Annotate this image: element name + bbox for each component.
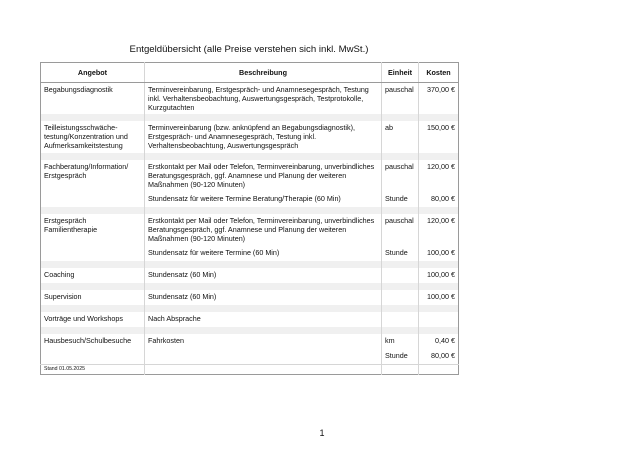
cell-unit: pauschal	[382, 160, 419, 192]
header-offer: Angebot	[41, 63, 145, 83]
cell-description: Stundensatz für weitere Termine (60 Min)	[145, 246, 382, 261]
cell-unit: pauschal	[382, 83, 419, 115]
page-number: 1	[319, 428, 325, 438]
table-row	[41, 290, 459, 305]
cell-offer: Vorträge und Workshops	[41, 312, 145, 327]
cell-description: Nach Absprache	[145, 312, 382, 327]
cell-cost: 100,00 €	[427, 248, 455, 257]
cell-cost: 80,00 €	[431, 194, 455, 203]
cell-description: Fahrkosten	[145, 334, 382, 349]
table-row	[41, 214, 459, 246]
cell-cost: 80,00 €	[431, 351, 455, 360]
row-spacer	[41, 327, 459, 334]
cell-unit: pauschal	[382, 214, 419, 246]
row-spacer	[41, 305, 459, 312]
cell-offer	[41, 246, 145, 261]
cell-unit	[382, 268, 419, 283]
table-row	[41, 192, 459, 207]
cell-unit	[382, 290, 419, 305]
row-spacer	[41, 207, 459, 214]
document-title: Entgeldübersicht (alle Preise verstehen sich inkl. MwSt.)	[129, 44, 369, 55]
table-row	[41, 268, 459, 283]
cell-offer: Teilleistungsschwäche-testung/Konzentration und Aufmerksamkeitstestung	[41, 121, 145, 153]
row-spacer	[41, 153, 459, 160]
cell-unit	[382, 312, 419, 327]
table-row	[41, 160, 459, 192]
cell-description: Erstkontakt per Mail oder Telefon, Terminvereinbarung, unverbindliches Beratungsgespräch, ggf. Anamnese und Planung der weiteren Maßnahmen (90-120 Minuten)	[145, 214, 382, 246]
table-row	[41, 83, 459, 115]
table-header-row	[41, 63, 459, 83]
header-unit: Einheit	[382, 63, 419, 83]
table-footer-row	[41, 364, 459, 374]
cell-offer: Erstgespräch Familientherapie	[41, 214, 145, 246]
cell-unit: ab	[382, 121, 419, 153]
cell-description: Stundensatz für weitere Termine Beratung/Therapie (60 Min)	[145, 192, 382, 207]
table-row	[41, 349, 459, 364]
cell-cost: 150,00 €	[427, 123, 455, 132]
table-row	[41, 121, 459, 153]
cell-offer	[41, 192, 145, 207]
cell-cost: 100,00 €	[427, 270, 455, 279]
cell-cost: 100,00 €	[427, 292, 455, 301]
stand-date-note: Stand 01.05.2025	[41, 364, 145, 374]
table-row	[41, 246, 459, 261]
cell-unit: km	[382, 334, 419, 349]
row-spacer	[41, 261, 459, 268]
header-cost: Kosten	[419, 63, 459, 83]
row-spacer	[41, 283, 459, 290]
cell-offer: Fachberatung/Information/ Erstgespräch	[41, 160, 145, 192]
cell-offer: Coaching	[41, 268, 145, 283]
cell-cost: 120,00 €	[427, 162, 455, 171]
cell-description: Stundensatz (60 Min)	[145, 268, 382, 283]
cell-unit: Stunde	[382, 349, 419, 364]
row-spacer	[41, 114, 459, 121]
cell-unit: Stunde	[382, 246, 419, 261]
cell-description: Erstkontakt per Mail oder Telefon, Terminvereinbarung, unverbindliches Beratungsgespräch, ggf. Anamnese und Planung der weiteren Maßnahmen (90-120 Minuten)	[145, 160, 382, 192]
cell-offer: Hausbesuch/Schulbesuche	[41, 334, 145, 349]
table-row	[41, 334, 459, 349]
cell-unit: Stunde	[382, 192, 419, 207]
cell-offer: Supervision	[41, 290, 145, 305]
header-description: Beschreibung	[145, 63, 382, 83]
cell-offer	[41, 349, 145, 364]
cell-description: Stundensatz (60 Min)	[145, 290, 382, 305]
cell-cost: 0,40 €	[435, 336, 455, 345]
cell-cost	[419, 312, 459, 327]
price-table	[40, 62, 459, 375]
table-row	[41, 312, 459, 327]
cell-cost: 370,00 €	[427, 85, 455, 94]
cell-description: Terminvereinbarung (bzw. anknüpfend an Begabungsdiagnostik), Erstgespräch- und Anamnesegespräch, Testung inkl. Verhaltensbeobachtung, Auswertungsgespräch	[145, 121, 382, 153]
cell-description: Terminvereinbarung, Erstgespräch- und Anamnesegespräch, Testung inkl. Verhaltensbeobachtung, Auswertungsgespräch, Testprotokolle, Kurzgutachten	[145, 83, 382, 115]
cell-offer: Begabungsdiagnostik	[41, 83, 145, 115]
cell-cost: 120,00 €	[427, 216, 455, 225]
cell-description	[145, 349, 382, 364]
